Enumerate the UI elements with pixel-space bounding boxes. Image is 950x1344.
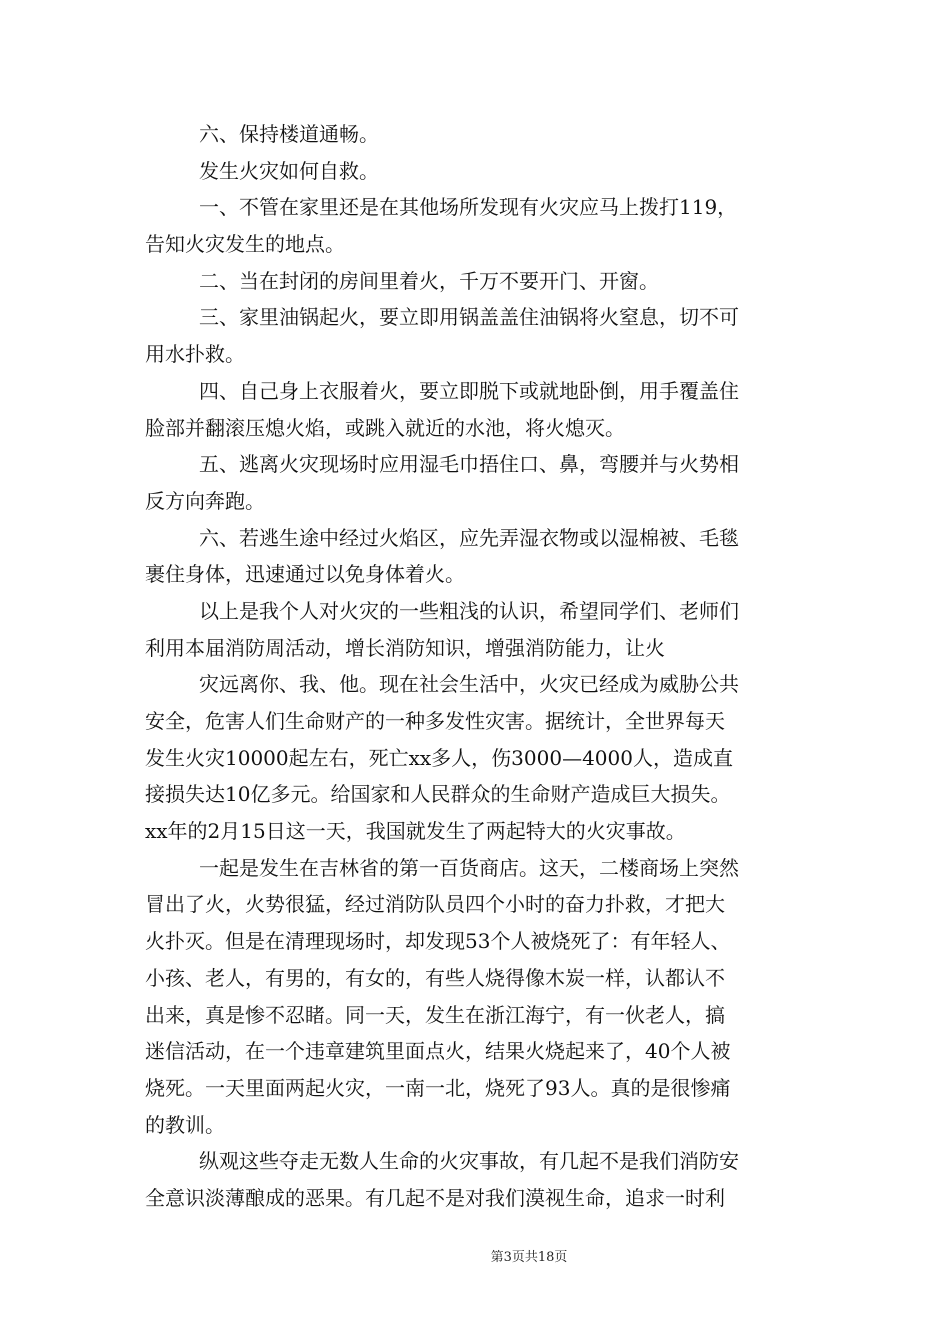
text-line: 灾远离你、我、他。现在社会生活中，火灾已经成为威胁公共: [199, 672, 739, 697]
text-line: 以上是我个人对火灾的一些粗浅的认识，希望同学们、老师们: [199, 598, 739, 623]
text-line: 六、若逃生途中经过火焰区，应先弄湿衣物或以湿棉被、毛毯: [199, 525, 739, 550]
text-line: 用水扑救。: [145, 342, 245, 367]
text-line: 纵观这些夺走无数人生命的火灾事故，有几起不是我们消防安: [199, 1149, 739, 1174]
text-line: 裹住身体，迅速通过以免身体着火。: [145, 562, 465, 587]
text-line: 四、自己身上衣服着火，要立即脱下或就地卧倒，用手覆盖住: [199, 378, 739, 403]
text-line: 出来，真是惨不忍睹。同一天，发生在浙江海宁，有一伙老人，搞: [145, 1002, 725, 1027]
text-line: 的教训。: [145, 1112, 225, 1137]
text-line: 安全，危害人们生命财产的一种多发性灾害。据统计，全世界每天: [145, 709, 725, 733]
text-line: 全意识淡薄酿成的恶果。有几起不是对我们漠视生命，追求一时利: [145, 1185, 725, 1210]
text-line: 六、保持楼道通畅。: [199, 122, 379, 146]
text-line: 小孩、老人，有男的，有女的，有些人烧得像木炭一样，认都认不: [145, 965, 725, 990]
text-line: 三、家里油锅起火，要立即用锅盖盖住油锅将火窒息，切不可: [199, 305, 739, 330]
text-line: 利用本届消防周活动，增长消防知识，增强消防能力，让火: [145, 635, 665, 660]
text-line: 发生火灾10000起左右，死亡xx多人，伤3000—4000人，造成直: [145, 745, 733, 770]
text-line: xx年的2月15日这一天，我国就发生了两起特大的火灾事故。: [145, 819, 686, 844]
text-line: 五、逃离火灾现场时应用湿毛巾捂住口、鼻，弯腰并与火势相: [199, 452, 739, 477]
text-line: 烧死。一天里面两起火灾，一南一北，烧死了93人。真的是很惨痛: [145, 1075, 731, 1100]
text-line: 接损失达10亿多元。给国家和人民群众的生命财产造成巨大损失。: [145, 782, 731, 807]
text-line: 火扑灭。但是在清理现场时，却发现53个人被烧死了：有年轻人、: [145, 929, 731, 954]
text-line: 一起是发生在吉林省的第一百货商店。这天，二楼商场上突然: [199, 855, 739, 880]
text-line: 反方向奔跑。: [145, 488, 265, 513]
document-body: [145, 116, 810, 1217]
text-line: 冒出了火，火势很猛，经过消防队员四个小时的奋力扑救，才把大: [145, 892, 725, 917]
text-line: 迷信活动，在一个违章建筑里面点火，结果火烧起来了，40个人被: [145, 1039, 731, 1064]
text-line: 告知火灾发生的地点。: [145, 232, 345, 257]
text-line: 发生火灾如何自救。: [199, 158, 379, 183]
text-line: 一、不管在家里还是在其他场所发现有火灾应马上拨打119，: [199, 195, 738, 220]
text-line: 脸部并翻滚压熄火焰，或跳入就近的水池，将火熄灭。: [145, 415, 625, 440]
text-line: 二、当在封闭的房间里着火，千万不要开门、开窗。: [199, 268, 659, 293]
page-footer: 第3页共18页: [490, 1250, 568, 1265]
